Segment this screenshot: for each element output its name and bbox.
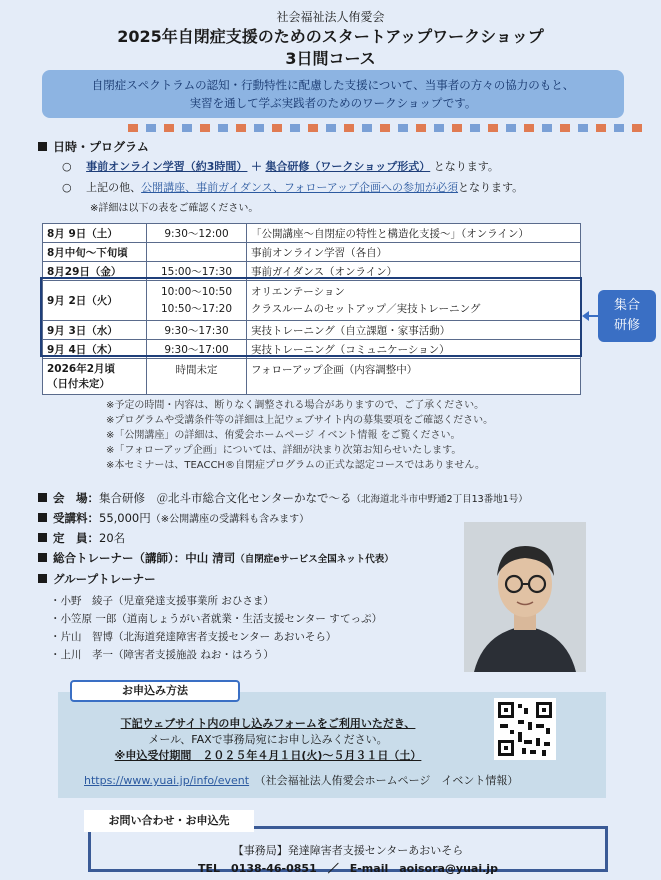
capacity-label: 定 員： (53, 531, 99, 545)
detail-note: ※詳細は以下の表をご確認ください。 (90, 203, 259, 214)
badge-line-1: 集合 (613, 298, 640, 313)
schedule-content-2: クラスルームのセットアップ／実技トレーニング (251, 302, 481, 315)
fee-value: 55,000円 (99, 511, 151, 525)
fee-label: 受講料： (53, 511, 99, 525)
page-subtitle: 3日間コース (285, 49, 376, 68)
intro-line-1: 自閉症スペクトラムの認知・行動特性に配慮した支援について、当事者の方々の協力のもと、 (91, 78, 575, 92)
bullet-1-suffix: となります。 (433, 160, 499, 173)
venue-address: （北海道北斗市中野通2丁目13番地1号） (351, 494, 528, 505)
schedule-content: 実技トレーニング（自立課題・家事活動） (247, 321, 581, 340)
notes-list (106, 398, 493, 473)
trainer-photo (464, 522, 586, 672)
apply-line-2: メール、FAXで事務局宛にお申し込みください。 (148, 733, 388, 746)
group-training-badge (598, 290, 656, 342)
schedule-content: 実技トレーニング（コミュニケーション） (247, 340, 581, 359)
schedule-time (147, 243, 247, 262)
schedule-date: 8月29日（金） (43, 262, 147, 281)
qr-code-icon (494, 698, 556, 760)
schedule-time: 9:30～17:00 (147, 340, 247, 359)
organization-name: 社会福祉法人侑愛会 (276, 10, 385, 24)
square-bullet-icon (38, 553, 47, 562)
square-bullet-icon (38, 533, 47, 542)
group-trainer-row (38, 571, 156, 587)
contact-box (88, 826, 608, 875)
schedule-time: 15:00～17:30 (147, 262, 247, 281)
apply-url-row (84, 772, 518, 788)
schedule-content (247, 281, 581, 321)
contact-heading: お問い合わせ・お申込先 (84, 810, 254, 832)
contact-office: 【事務局】発達障害者支援センターあおいそら (232, 844, 464, 857)
schedule-time-2: 10:50～17:20 (160, 302, 233, 315)
schedule-date: 9月 2日（火） (43, 281, 147, 321)
trainer-note: （自閉症eサービス全国ネット代表） (235, 554, 394, 565)
note-item: ※本セミナーは、TEACCH®自閉症プログラムの正式な認定コースではありません。 (106, 460, 485, 471)
schedule-content: フォローアップ企画（内容調整中） (247, 359, 581, 395)
venue-row (38, 490, 528, 506)
page-title: 2025年自閉症支援のためのスタートアップワークショップ (117, 27, 544, 46)
schedule-content-1: オリエンテーション (251, 285, 345, 298)
schedule-date (43, 359, 147, 395)
table-row (43, 321, 581, 340)
apply-heading: お申込み方法 (70, 680, 240, 702)
schedule-date: 9月 4日（木） (43, 340, 147, 359)
note-item: ※「公開講座」の詳細は、侑愛会ホームページ イベント情報 をご覧ください。 (106, 430, 461, 441)
trainer-row (38, 550, 394, 566)
contact-tel-email: TEL 0138-46-0851 ／ E-mail aoisora@yuai.jp (198, 862, 498, 875)
program-bullet-2 (62, 179, 523, 195)
decorative-divider (128, 124, 648, 132)
fee-row (38, 510, 309, 526)
fee-note: （※公開講座の受講料も含みます） (150, 514, 310, 525)
venue-value: 集合研修 ＠北斗市総合文化センターかなで～る (99, 491, 352, 505)
badge-line-2: 研修 (613, 318, 640, 333)
square-bullet-icon (38, 493, 47, 502)
capacity-value: 20名 (99, 531, 126, 545)
apply-line-1: 下記ウェブサイト内の申し込みフォームをご利用いただき、 (120, 717, 416, 730)
schedule-content: 事前オンライン学習（各自） (247, 243, 581, 262)
plus-sign: ＋ (250, 160, 262, 173)
program-heading: 日時・プログラム (38, 138, 149, 155)
schedule-time: 9:30～17:30 (147, 321, 247, 340)
group-trainer-list (50, 592, 382, 664)
table-row (43, 224, 581, 243)
event-url-link[interactable]: https://www.yuai.jp/info/event (84, 774, 250, 787)
arrow-left-icon (582, 311, 589, 321)
note-item: ※プログラムや受講条件等の詳細は上記ウェブサイト内の募集要項をご確認ください。 (106, 415, 494, 426)
square-bullet-icon (38, 513, 47, 522)
schedule-date: 8月 9日（土） (43, 224, 147, 243)
list-item: ・小笠原 一郎（道南しょうがい者就業・生活支援センター すてっぷ） (50, 613, 383, 625)
online-study-text: 事前オンライン学習（約3時間） (86, 160, 248, 173)
schedule-time (147, 281, 247, 321)
apply-period: ※申込受付期間 ２０２５年４月１日(火)～５月３１日（土） (114, 749, 422, 762)
table-row (43, 340, 581, 359)
list-item: ・小野 綾子（児童発達支援事業所 おひさま） (50, 595, 274, 607)
schedule-table (42, 223, 581, 395)
schedule-content: 「公開講座～自閉症の特性と構造化支援～」（オンライン） (247, 224, 581, 243)
schedule-date: 9月 3日（水） (43, 321, 147, 340)
square-bullet-icon (38, 574, 47, 583)
intro-line-2: 実習を通して学ぶ実践者のためのワークショップです。 (189, 96, 477, 110)
table-row (43, 359, 581, 395)
schedule-time-1: 10:00～10:50 (160, 285, 233, 298)
url-note: （社会福祉法人侑愛会ホームページ イベント情報） (260, 774, 519, 787)
schedule-date: 8月中旬～下旬頃 (43, 243, 147, 262)
group-trainer-label: グループトレーナー (53, 572, 156, 586)
schedule-time: 9:30～12:00 (147, 224, 247, 243)
note-item: ※予定の時間・内容は、断りなく調整される場合がありますので、ご了承ください。 (106, 400, 485, 411)
capacity-row (38, 530, 125, 546)
circle-bullet-icon: ○ (62, 181, 72, 194)
note-item: ※「フォローアップ企画」については、詳細が決まり次第お知らせいたします。 (106, 445, 462, 456)
table-row (43, 262, 581, 281)
group-training-text: 集合研修（ワークショップ形式） (265, 160, 431, 173)
intro-banner (42, 70, 624, 118)
venue-label: 会 場： (53, 491, 99, 505)
schedule-time: 時間未定 (147, 359, 247, 395)
circle-bullet-icon: ○ (62, 160, 72, 173)
table-row (43, 281, 581, 321)
list-item: ・上川 孝一（障害者支援施設 ねお・はろう） (50, 649, 274, 661)
table-row (43, 243, 581, 262)
required-events-link[interactable]: 公開講座、事前ガイダンス、フォローアップ企画への参加が必須 (141, 181, 459, 194)
bullet-2-prefix: 上記の他、 (86, 181, 142, 194)
schedule-content: 事前ガイダンス（オンライン） (247, 262, 581, 281)
bullet-2-suffix: となります。 (458, 181, 524, 194)
schedule-date-1: 2026年2月頃 (47, 362, 116, 375)
list-item: ・片山 智博（北海道発達障害者支援センター あおいそら） (50, 631, 337, 643)
square-bullet-icon (38, 142, 47, 151)
schedule-date-2: （日付未定） (47, 377, 110, 390)
program-bullet-1 (62, 158, 499, 174)
trainer-label: 総合トレーナー（講師）：中山 清司 (53, 551, 236, 565)
